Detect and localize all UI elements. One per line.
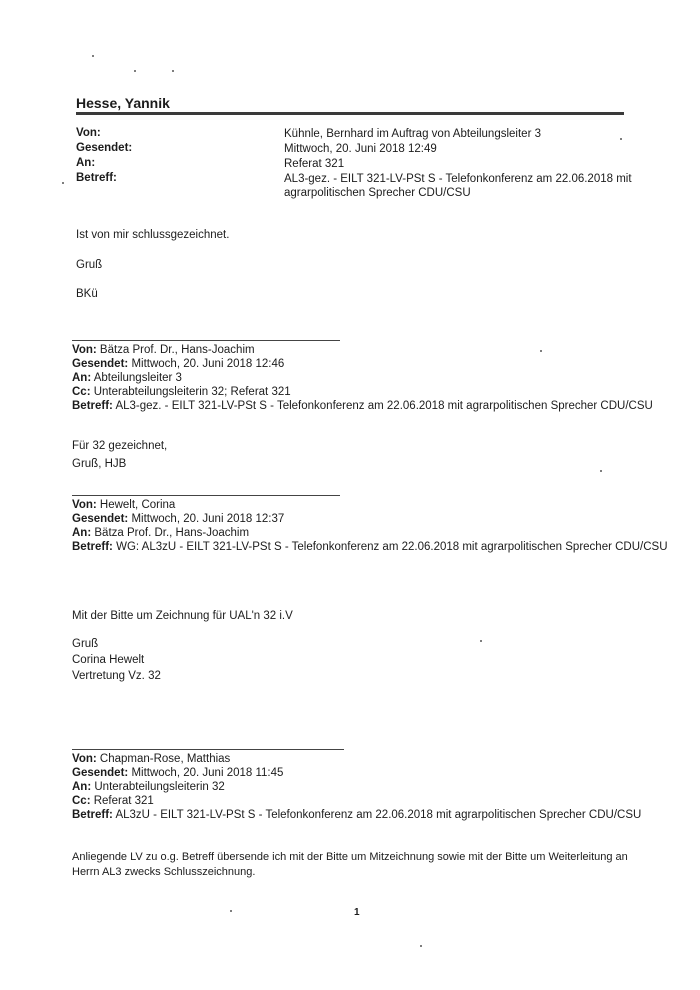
quote3-body-line: Anliegende LV zu o.g. Betreff übersende ich mit der Bitte um Mitzeichnung sowie mit der Bitte um Weiterleitung an (72, 851, 628, 863)
scan-speck (92, 55, 94, 57)
quote2-subject: Betreff: WG: AL3zU - EILT 321-LV-PSt S - Telefonkonferenz am 22.06.2018 mit agrarpolitischen Sprecher CDU/CSU (72, 541, 668, 553)
quote3-from: Von: Chapman-Rose, Matthias (72, 753, 231, 765)
quote-separator (72, 749, 344, 750)
scan-speck (172, 70, 174, 72)
scan-speck (600, 470, 602, 472)
to-value: Referat 321 (284, 158, 345, 170)
quote3-cc: Cc: Referat 321 (72, 795, 154, 807)
quote1-to: An: Abteilungsleiter 3 (72, 372, 182, 384)
scan-speck (620, 138, 622, 140)
from-value: Kühnle, Bernhard im Auftrag von Abteilungsleiter 3 (284, 128, 541, 140)
quote2-body-line: Mit der Bitte um Zeichnung für UAL'n 32 i.V (72, 610, 293, 622)
quote2-body-line: Corina Hewelt (72, 654, 145, 666)
sent-label: Gesendet: (76, 142, 133, 154)
quote1-body-line: Für 32 gezeichnet, (72, 440, 168, 452)
subject-value-line2: agrarpolitischen Sprecher CDU/CSU (284, 187, 471, 199)
scan-speck (134, 70, 136, 72)
scan-speck (420, 945, 422, 947)
quote2-to: An: Bätza Prof. Dr., Hans-Joachim (72, 527, 250, 539)
body-line: Gruß (76, 259, 103, 271)
header-rule (76, 112, 624, 115)
quote-separator (72, 495, 340, 496)
page-number: 1 (354, 907, 360, 918)
quote3-to: An: Unterabteilungsleiterin 32 (72, 781, 225, 793)
scan-speck (62, 182, 64, 184)
from-label: Von: (76, 127, 101, 139)
quote1-cc: Cc: Unterabteilungsleiterin 32; Referat 321 (72, 386, 291, 398)
scan-speck (230, 910, 232, 912)
quote2-body-line: Gruß (72, 638, 99, 650)
sent-value: Mittwoch, 20. Juni 2018 12:49 (284, 143, 437, 155)
quote2-body-line: Vertretung Vz. 32 (72, 670, 161, 682)
subject-label: Betreff: (76, 172, 117, 184)
quote3-sent: Gesendet: Mittwoch, 20. Juni 2018 11:45 (72, 767, 284, 779)
quote1-body-line: Gruß, HJB (72, 458, 127, 470)
quote1-from: Von: Bätza Prof. Dr., Hans-Joachim (72, 344, 255, 356)
body-line: BKü (76, 288, 98, 300)
quote3-body-line: Herrn AL3 zwecks Schlusszeichnung. (72, 866, 256, 878)
sender-name: Hesse, Yannik (76, 95, 170, 111)
scan-speck (480, 640, 482, 642)
scan-speck (540, 350, 542, 352)
body-line: Ist von mir schlussgezeichnet. (76, 229, 230, 241)
quote1-sent: Gesendet: Mittwoch, 20. Juni 2018 12:46 (72, 358, 285, 370)
quote3-subject: Betreff: AL3zU - EILT 321-LV-PSt S - Telefonkonferenz am 22.06.2018 mit agrarpolitischen Sprecher CDU/CSU (72, 809, 642, 821)
quote2-from: Von: Hewelt, Corina (72, 499, 176, 511)
subject-value-line1: AL3-gez. - EILT 321-LV-PSt S - Telefonkonferenz am 22.06.2018 mit (284, 173, 632, 185)
quote1-subject: Betreff: AL3-gez. - EILT 321-LV-PSt S - Telefonkonferenz am 22.06.2018 mit agrarpolitischen Sprecher CDU/CSU (72, 400, 653, 412)
to-label: An: (76, 157, 96, 169)
quote2-sent: Gesendet: Mittwoch, 20. Juni 2018 12:37 (72, 513, 285, 525)
quote-separator (72, 340, 340, 341)
